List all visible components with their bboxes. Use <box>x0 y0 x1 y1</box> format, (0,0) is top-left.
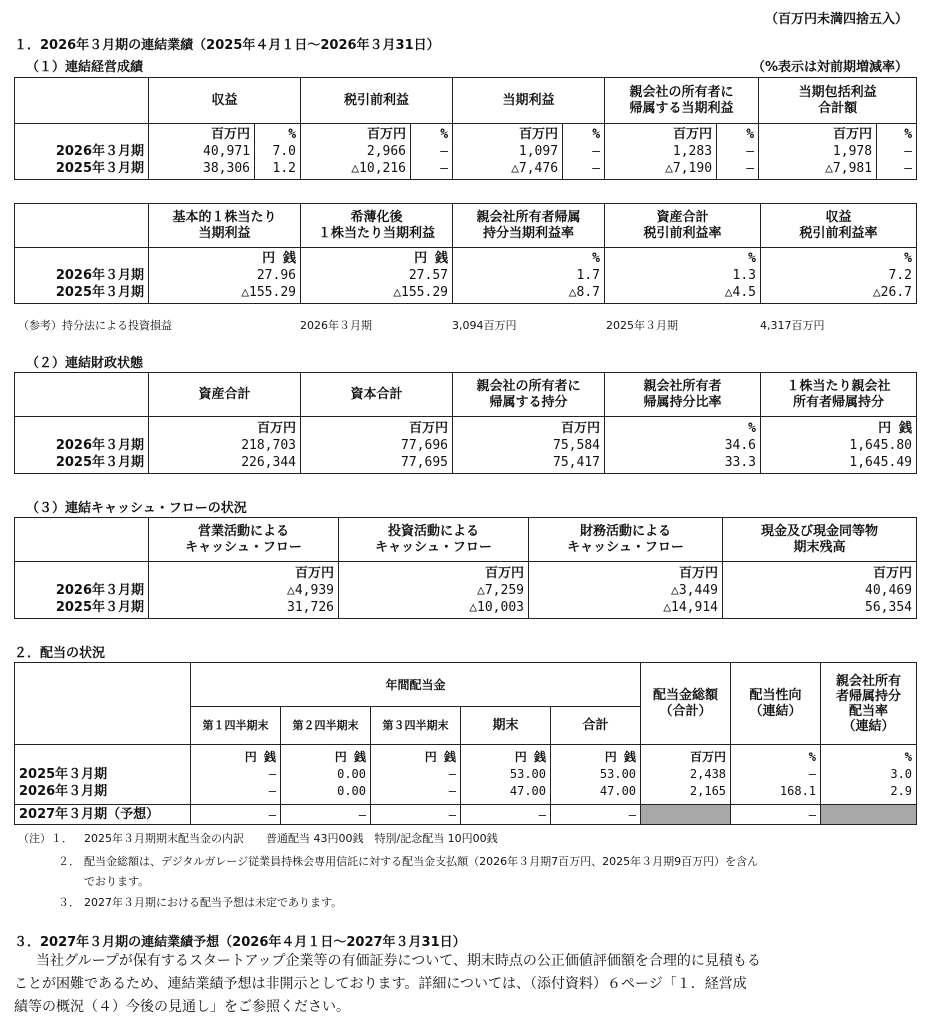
forecast-total: ― <box>551 805 641 825</box>
section3-line-1: 当社グループが保有するスタートアップ企業等の有価証券について、期末時点の公正価値評価額を合理的に見積もる <box>36 953 761 969</box>
sub1-title: （１）連結経営成績 <box>26 60 144 75</box>
header-basic-eps: 基本的１株当たり 当期利益 <box>149 204 301 248</box>
col-cash-balance: 百万円 40,469 56,354 <box>723 562 917 619</box>
header-roe: 親会社所有者帰属 持分当期利益率 <box>453 204 605 248</box>
col-comprehensive-pct: % ― ― <box>877 124 917 180</box>
col-doe: % 3.0 2.9 <box>821 745 917 805</box>
row-labels: 2026年３月期 2025年３月期 <box>15 562 149 619</box>
col-equity-ratio: % 34.6 33.3 <box>605 417 761 474</box>
header-roa: 資産合計 税引前利益率 <box>605 204 761 248</box>
row-labels: 2026年３月期 2025年３月期 <box>15 248 149 304</box>
note-3-prefix: ３． <box>58 896 80 909</box>
header-operating-cf: 営業活動による キャッシュ・フロー <box>149 518 339 562</box>
header-payout-ratio: 配当性向 （連結） <box>731 663 821 745</box>
cash-flow-table <box>14 517 917 619</box>
header-equity-ratio: 親会社所有者 帰属持分比率 <box>605 373 761 417</box>
col-q1: 円 銭 ― ― <box>191 745 281 805</box>
header-total-equity: 資本合計 <box>301 373 453 417</box>
col-total: 円 銭 53.00 47.00 <box>551 745 641 805</box>
section3-title: ３．2027年３月期の連結業績予想（2026年４月１日～2027年３月31日） <box>14 935 466 950</box>
header-q1: 第１四半期末 <box>191 707 281 745</box>
corner-cell <box>15 518 149 562</box>
units-note: （百万円未満四捨五入） <box>764 12 908 27</box>
row-forecast-label: 2027年３月期（予想） <box>15 805 191 825</box>
col-roa: % 1.3 △4.5 <box>605 248 761 304</box>
header-q3: 第３四半期末 <box>371 707 461 745</box>
sub3-title: （３）連結キャッシュ・フローの状況 <box>26 501 247 516</box>
corner-cell <box>15 78 149 124</box>
col-revenue: 百万円 40,971 38,306 <box>149 124 255 180</box>
sub2-title: （２）連結財政状態 <box>26 356 144 371</box>
corner-cell <box>15 204 149 248</box>
col-year-end: 円 銭 53.00 47.00 <box>461 745 551 805</box>
col-pretax: 百万円 2,966 △10,216 <box>301 124 411 180</box>
header-q2: 第２四半期末 <box>281 707 371 745</box>
header-dividend-total: 配当金総額 （合計） <box>641 663 731 745</box>
header-total-assets: 資産合計 <box>149 373 301 417</box>
header-annual-dividend: 年間配当金 <box>191 663 641 707</box>
section3-line-3: 績等の概況（４）今後の見通し」をご参照ください。 <box>14 999 350 1015</box>
forecast-payout-ratio: ― <box>731 805 821 825</box>
col-net-pct: % ― ― <box>563 124 605 180</box>
col-operating-cf: 百万円 △4,939 31,726 <box>149 562 339 619</box>
header-total: 合計 <box>551 707 641 745</box>
forecast-dividend-total <box>641 805 731 825</box>
reference-value-2: 4,317百万円 <box>760 319 825 332</box>
forecast-doe <box>821 805 917 825</box>
header-margin: 収益 税引前利益率 <box>761 204 917 248</box>
forecast-year-end: ― <box>461 805 551 825</box>
section2-title: ２．配当の状況 <box>14 646 106 661</box>
row-labels: 2026年３月期 2025年３月期 <box>15 124 149 180</box>
col-roe: % 1.7 △8.7 <box>453 248 605 304</box>
reference-label: （参考）持分法による投資損益 <box>18 319 172 332</box>
col-diluted-eps: 円 銭 27.57 △155.29 <box>301 248 453 304</box>
col-net: 百万円 1,097 △7,476 <box>453 124 563 180</box>
header-pretax-profit: 税引前利益 <box>301 78 453 124</box>
col-dividend-total: 百万円 2,438 2,165 <box>641 745 731 805</box>
header-revenue: 収益 <box>149 78 301 124</box>
col-pretax-pct: % ― ― <box>411 124 453 180</box>
note-2-prefix: ２． <box>58 855 80 868</box>
note-2a: 配当金総額は、デジタルガレージ従業員持株会専用信託に対する配当金支払額（2026年３月期7百万円、2025年３月期9百万円）を含ん <box>84 855 759 868</box>
operating-results-table <box>14 77 917 180</box>
col-total-equity: 百万円 77,696 77,695 <box>301 417 453 474</box>
note-3: 2027年３月期における配当予想は未定であります。 <box>84 896 343 909</box>
col-q3: 円 銭 ― ― <box>371 745 461 805</box>
col-bps: 円 銭 1,645.80 1,645.49 <box>761 417 917 474</box>
header-year-end: 期末 <box>461 707 551 745</box>
col-owner-equity: 百万円 75,584 75,417 <box>453 417 605 474</box>
header-financing-cf: 財務活動による キャッシュ・フロー <box>529 518 723 562</box>
col-revenue-pct: % 7.0 1.2 <box>255 124 301 180</box>
sub1-note: （%表示は対前期増減率） <box>751 60 908 75</box>
section1-title: １．2026年３月期の連結業績（2025年４月１日～2026年３月31日） <box>14 38 440 53</box>
col-owner-pct: % ― ― <box>717 124 759 180</box>
header-bps: １株当たり親会社 所有者帰属持分 <box>761 373 917 417</box>
col-total-assets: 百万円 218,703 226,344 <box>149 417 301 474</box>
col-payout-ratio: % ― 168.1 <box>731 745 821 805</box>
header-investing-cf: 投資活動による キャッシュ・フロー <box>339 518 529 562</box>
reference-period-2: 2025年３月期 <box>606 319 678 332</box>
reference-period-1: 2026年３月期 <box>300 319 372 332</box>
dividend-table <box>14 662 917 825</box>
header-net-profit: 当期利益 <box>453 78 605 124</box>
reference-value-1: 3,094百万円 <box>452 319 517 332</box>
col-financing-cf: 百万円 △3,449 △14,914 <box>529 562 723 619</box>
header-cash-balance: 現金及び現金同等物 期末残高 <box>723 518 917 562</box>
col-q2: 円 銭 0.00 0.00 <box>281 745 371 805</box>
header-doe: 親会社所有 者帰属持分 配当率 （連結） <box>821 663 917 745</box>
per-share-table <box>14 203 917 304</box>
col-basic-eps: 円 銭 27.96 △155.29 <box>149 248 301 304</box>
note-1-prefix: （注）１． <box>18 832 73 845</box>
corner-cell <box>15 663 191 745</box>
financial-position-table <box>14 372 917 474</box>
col-owner: 百万円 1,283 △7,190 <box>605 124 717 180</box>
section3-line-2: ことが困難であるため、連結業績予想は非開示としております。詳細については、（添付資料）６ページ「１．経営成 <box>14 976 747 992</box>
corner-cell <box>15 373 149 417</box>
col-margin: % 7.2 △26.7 <box>761 248 917 304</box>
col-comprehensive: 百万円 1,978 △7,981 <box>759 124 877 180</box>
row-labels: 2025年３月期 2026年３月期 <box>15 745 191 805</box>
forecast-q2: ― <box>281 805 371 825</box>
row-labels: 2026年３月期 2025年３月期 <box>15 417 149 474</box>
forecast-q3: ― <box>371 805 461 825</box>
header-owner-profit: 親会社の所有者に 帰属する当期利益 <box>605 78 759 124</box>
col-investing-cf: 百万円 △7,259 △10,003 <box>339 562 529 619</box>
note-2b: でおります。 <box>84 875 150 888</box>
note-1: 2025年３月期期末配当金の内訳 普通配当 43円00銭 特別/記念配当 10円00銭 <box>84 832 498 845</box>
header-owner-equity: 親会社の所有者に 帰属する持分 <box>453 373 605 417</box>
header-diluted-eps: 希薄化後 １株当たり当期利益 <box>301 204 453 248</box>
header-comprehensive-income: 当期包括利益 合計額 <box>759 78 917 124</box>
forecast-q1: ― <box>191 805 281 825</box>
